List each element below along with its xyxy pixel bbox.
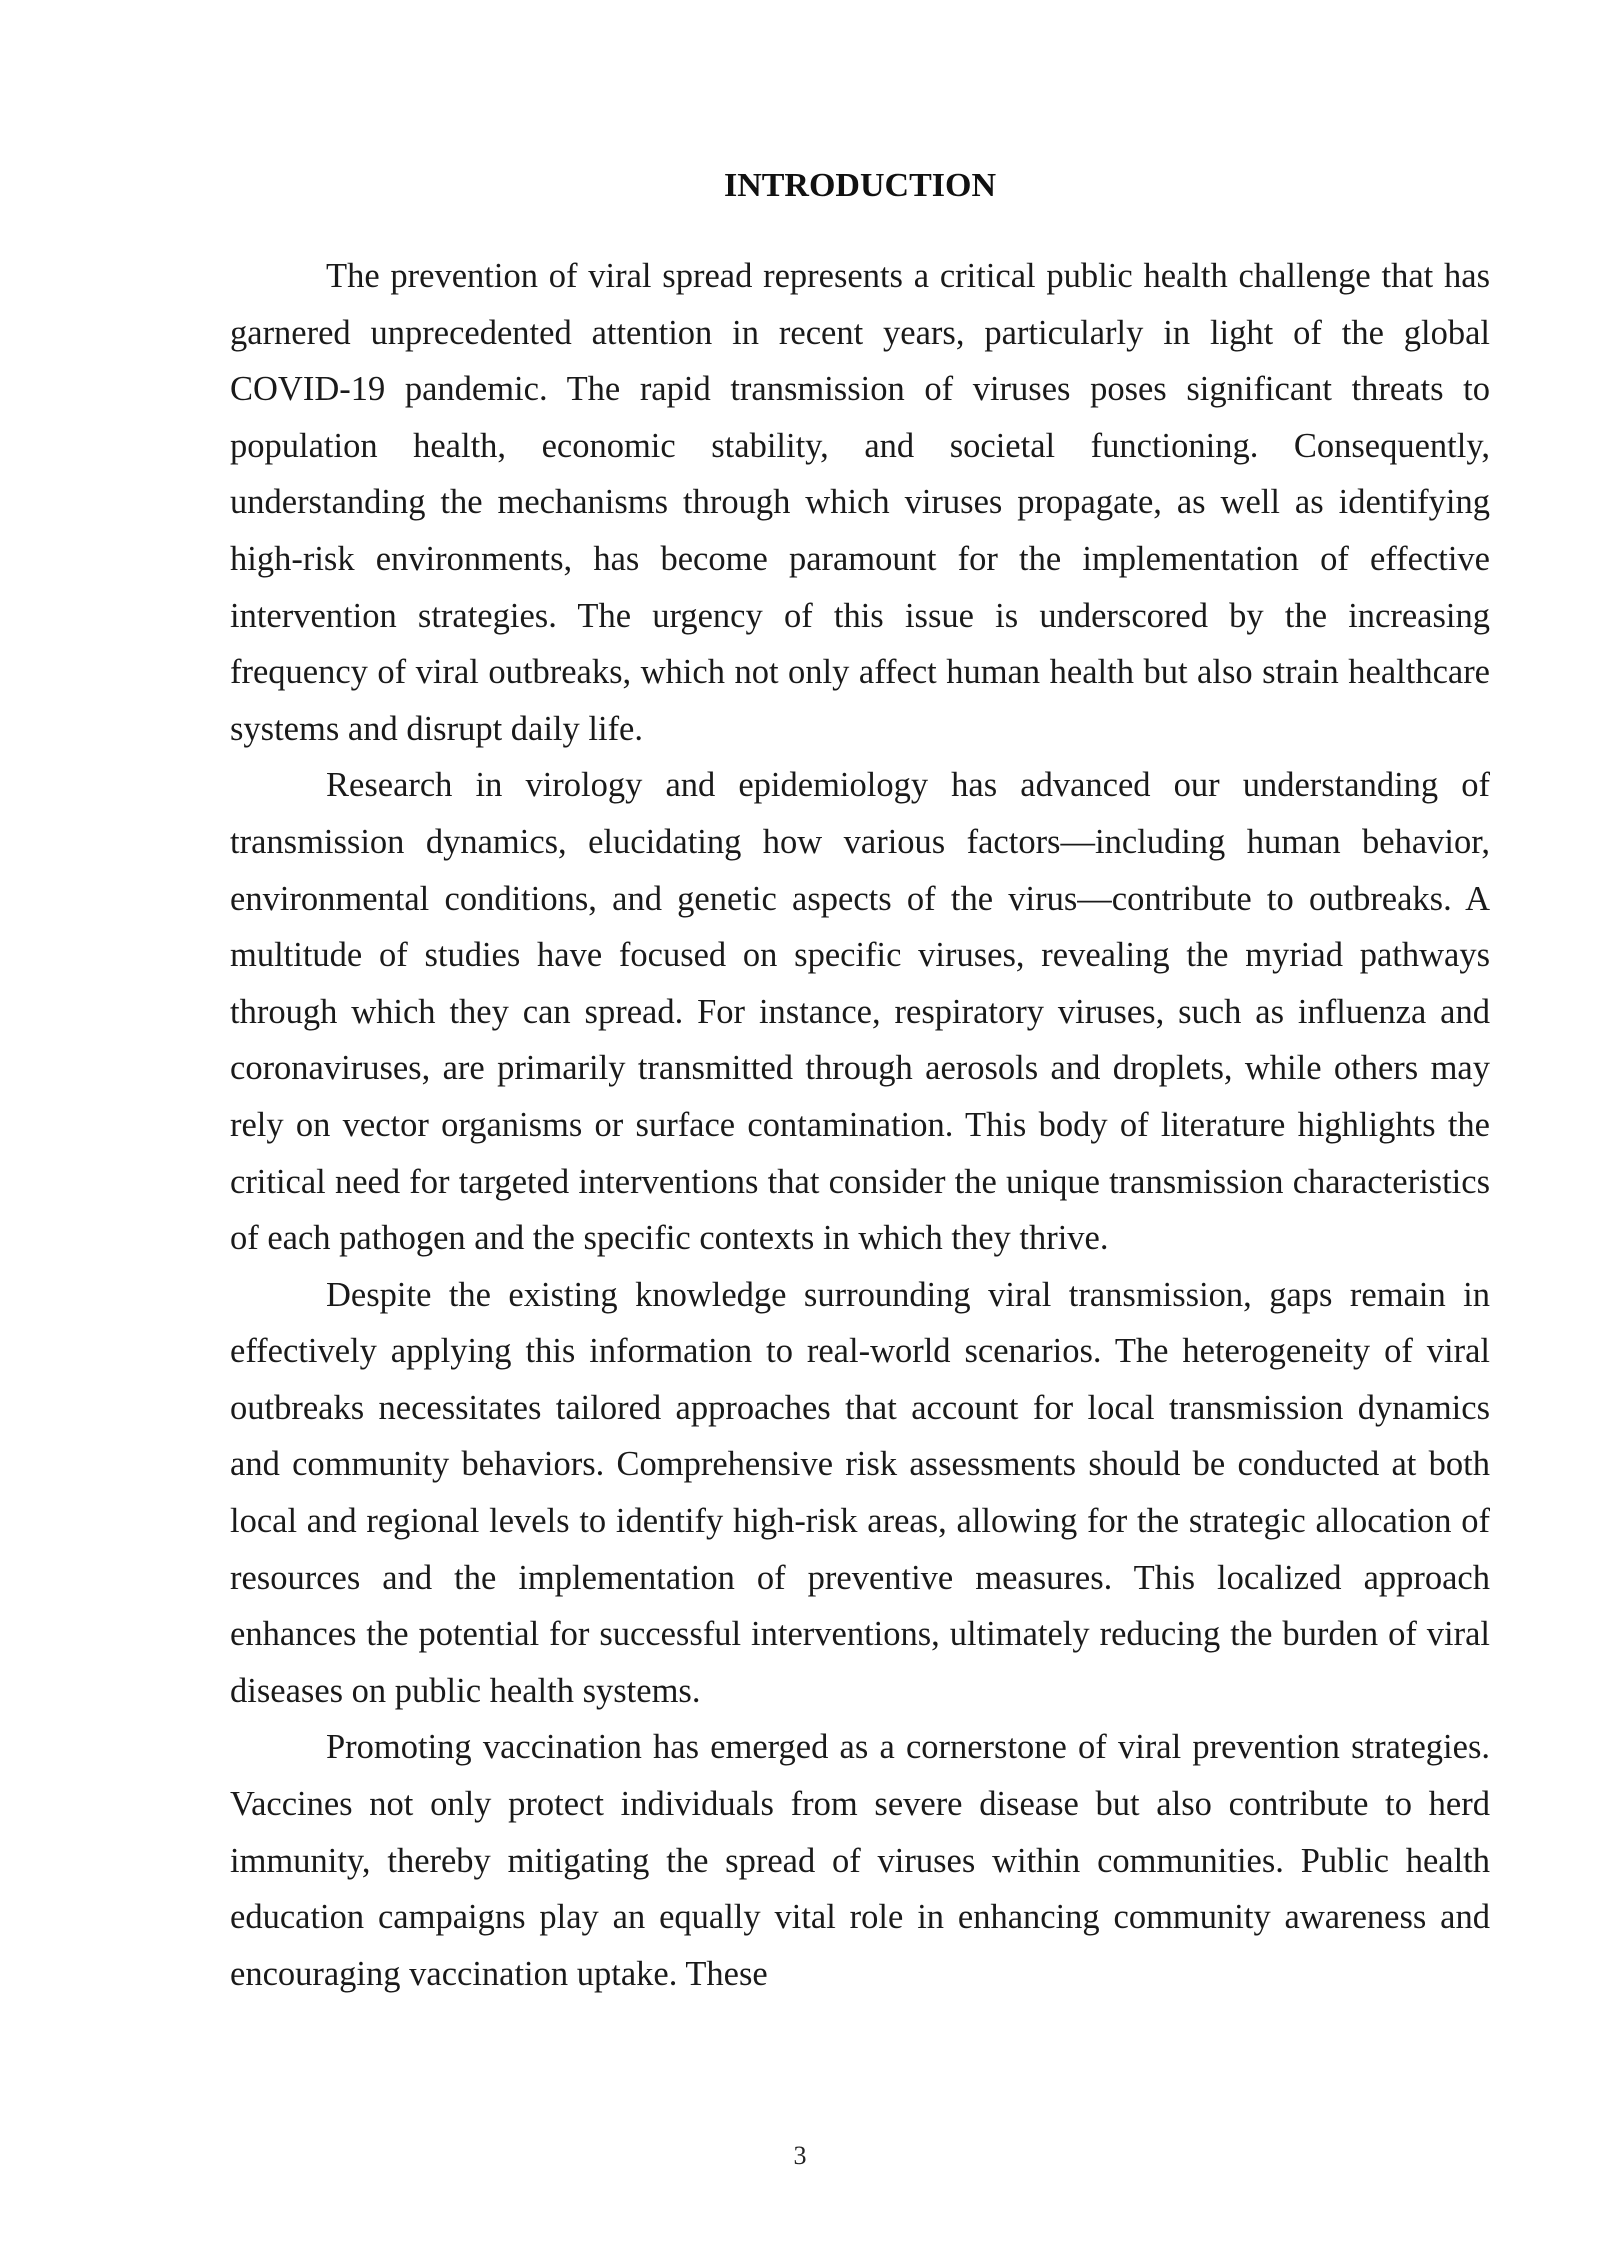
paragraph-2: Research in virology and epidemiology has advanced our understanding of transmission dynamics, elucidating how various factors—including human behavior, environmental conditions, and genetic aspects of the virus—contribute to outbreaks. A multitude of studies have focused on specific viruses, revealing the myriad pathways through which they can spread. For instance, respiratory viruses, such as influenza and coronaviruses, are primarily transmitted through aerosols and droplets, while others may rely on vector organisms or surface contamination. This body of literature highlights the critical need for targeted interventions that consider the unique transmission characteristics of each pathogen and the specific contexts in which they thrive.	[230, 766, 1490, 1258]
paragraph-1: The prevention of viral spread represents a critical public health challenge that has garnered unprecedented attention in recent years, particularly in light of the global COVID-19 pandemic. The rapid transmission of viruses poses significant threats to population health, economic stability, and societal functioning. Consequently, understanding the mechanisms through which viruses propagate, as well as identifying high-risk environments, has become paramount for the implementation of effective intervention strategies. The urgency of this issue is underscored by the increasing frequency of viral outbreaks, which not only affect human health but also strain healthcare systems and disrupt daily life.	[230, 257, 1490, 748]
page-number: 3	[793, 2141, 807, 2170]
section-heading: INTRODUCTION	[723, 167, 997, 204]
body-text	[230, 248, 1490, 2002]
paragraph-4: Promoting vaccination has emerged as a cornerstone of viral prevention strategies. Vaccines not only protect individuals from severe disease but also contribute to herd immunity, thereby mitigating the spread of viruses within communities. Public health education campaigns play an equally vital role in enhancing community awareness and encouraging vaccination uptake. These	[230, 1728, 1490, 1993]
paragraph-3: Despite the existing knowledge surrounding viral transmission, gaps remain in effectively applying this information to real-world scenarios. The heterogeneity of viral outbreaks necessitates tailored approaches that account for local transmission dynamics and community behaviors. Comprehensive risk assessments should be conducted at both local and regional levels to identify high-risk areas, allowing for the strategic allocation of resources and the implementation of preventive measures. This localized approach enhances the potential for successful interventions, ultimately reducing the burden of viral diseases on public health systems.	[230, 1275, 1490, 1710]
